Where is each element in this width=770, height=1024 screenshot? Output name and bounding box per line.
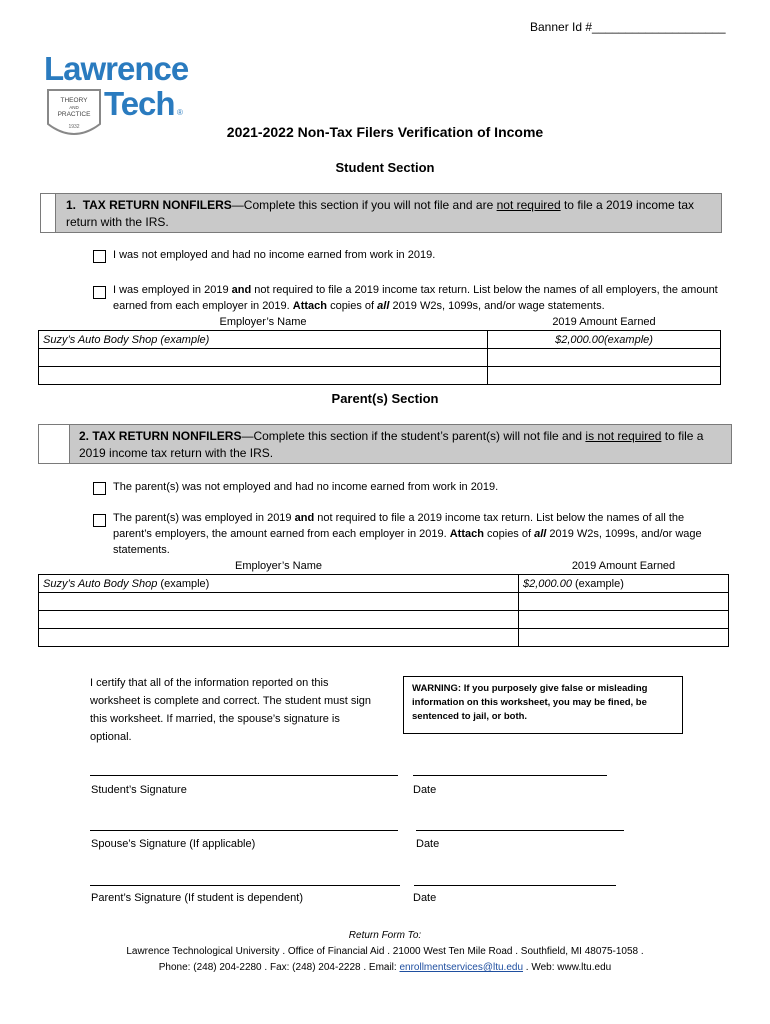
svg-text:®: ® <box>177 108 183 117</box>
student-employed-label: I was employed in 2019 and not required to file a 2019 income tax return. List below the names of all employers, the amount earned from each employer in 2019. Attach copies of all 2019 W2s, 1099s, and/or wage statements. <box>113 284 718 312</box>
table-header-row: Employer’s Name 2019 Amount Earned <box>219 315 656 328</box>
svg-text:PRACTICE: PRACTICE <box>57 111 91 118</box>
footer-contact: Phone: (248) 204-2280 . Fax: (248) 204-2228 . Email: enrollmentservices@ltu.edu . Web: www.ltu.edu <box>158 962 612 973</box>
student-employed-checkbox[interactable] <box>93 286 106 299</box>
spouse-date-label: Date <box>416 838 440 850</box>
student-nonfiler-box: 1. TAX RETURN NONFILERS—Complete this section if you will not file and are not required to file a 2019 income tax return with the IRS. <box>40 193 722 233</box>
form-title: 2021-2022 Non-Tax Filers Verification of Income <box>226 124 544 140</box>
table-row: Suzy’s Auto Body Shop (example) $2,000.00(example) <box>39 331 721 349</box>
employer-name-cell[interactable] <box>39 611 519 629</box>
parent-employed-label: The parent(s) was employed in 2019 and not required to file a 2019 income tax return. List below the names of all the parent’s employers, the amount earned from each employer in 2019. Attach copies of all 2019 W2s, 1099s, and/or wage statements. <box>113 512 702 556</box>
svg-text:THEORY: THEORY <box>60 97 88 104</box>
student-employer-table <box>38 313 721 385</box>
student-date-label: Date <box>413 784 437 796</box>
amount-cell[interactable] <box>519 611 729 629</box>
employer-name-cell[interactable] <box>39 593 519 611</box>
parent-not-employed-label: The parent(s) was not employed and had no income earned from work in 2019. <box>113 481 499 493</box>
parent-employer-table <box>38 557 729 647</box>
parent-signature-label: Parent’s Signature (If student is dependent) <box>91 892 303 904</box>
banner-id-label: Banner Id #____________________ <box>530 20 726 34</box>
logo-word-tech: Tech <box>104 85 175 122</box>
student-section-heading: Student Section <box>335 160 435 175</box>
parent-signature-line[interactable] <box>90 885 400 886</box>
table-row <box>39 593 729 611</box>
amount-cell[interactable] <box>519 629 729 647</box>
svg-text:AND: AND <box>69 105 79 110</box>
footer-return-to: Return Form To: <box>348 930 422 941</box>
svg-text:1932: 1932 <box>68 124 80 130</box>
student-signature-label: Student’s Signature <box>91 784 187 796</box>
parent-date-label: Date <box>413 892 437 904</box>
amount-cell[interactable] <box>488 349 721 367</box>
employer-name-cell[interactable] <box>39 367 488 385</box>
table-header-row: Employer’s Name 2019 Amount Earned <box>234 559 676 572</box>
parent-employed-checkbox[interactable] <box>93 514 106 527</box>
student-date-line[interactable] <box>413 775 607 776</box>
parent-section-heading: Parent(s) Section <box>331 391 439 406</box>
spouse-signature-line[interactable] <box>90 830 398 831</box>
spouse-date-line[interactable] <box>416 830 624 831</box>
amount-cell[interactable] <box>519 593 729 611</box>
table-row <box>39 349 721 367</box>
certification-statement: I certify that all of the information reported on this worksheet is complete and correct. The student must sign this worksheet. If married, the spouse’s signature is optional. <box>90 677 372 743</box>
parent-date-line[interactable] <box>414 885 616 886</box>
employer-name-cell[interactable] <box>39 349 488 367</box>
table-row: Suzy’s Auto Body Shop (example) $2,000.00 (example) <box>39 575 729 593</box>
table-row <box>39 367 721 385</box>
student-not-employed-label: I was not employed and had no income earned from work in 2019. <box>113 249 436 261</box>
employer-name-cell[interactable] <box>39 629 519 647</box>
logo-word-lawrence: Lawrence <box>44 52 189 87</box>
spouse-signature-label: Spouse’s Signature (If applicable) <box>91 838 256 850</box>
student-not-employed-checkbox[interactable] <box>93 250 106 263</box>
table-row <box>39 611 729 629</box>
email-link[interactable]: enrollmentservices@ltu.edu <box>399 962 524 973</box>
student-signature-line[interactable] <box>90 775 398 776</box>
table-row <box>39 629 729 647</box>
parent-not-employed-checkbox[interactable] <box>93 482 106 495</box>
amount-cell[interactable] <box>488 367 721 385</box>
warning-box: WARNING: If you purposely give false or misleading information on this worksheet, you may be fined, be sentenced to jail, or both. <box>403 676 683 734</box>
parent-nonfiler-box: 2. TAX RETURN NONFILERS—Complete this section if the student’s parent(s) will not file and is not required to file a 2019 income tax return with the IRS. <box>38 424 732 464</box>
footer-address: Lawrence Technological University . Office of Financial Aid . 21000 West Ten Mile Road . Southfield, MI 48075-1058 . <box>126 946 644 957</box>
